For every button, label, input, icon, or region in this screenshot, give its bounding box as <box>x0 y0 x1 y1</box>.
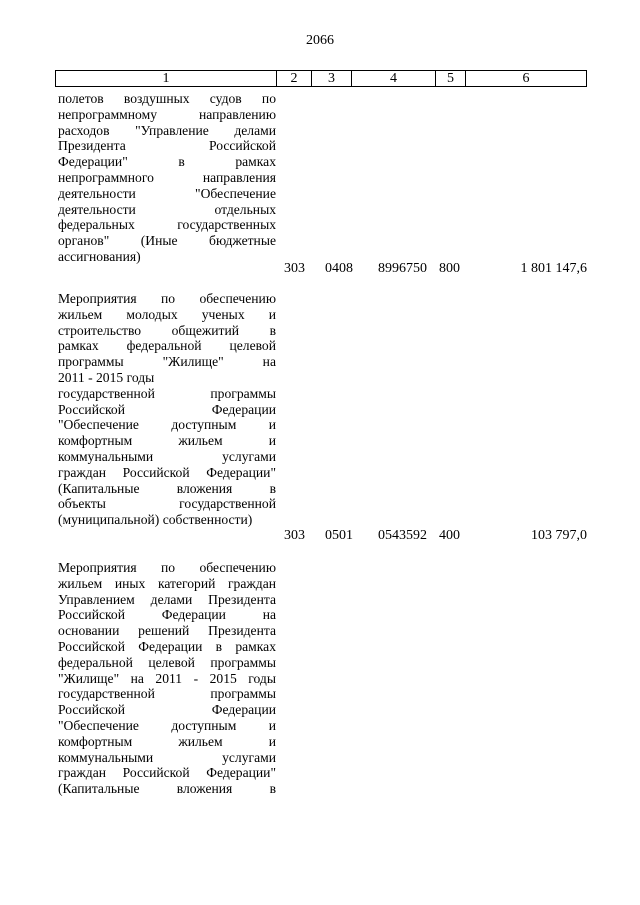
description-line: Мероприятия по обеспечению <box>58 560 276 575</box>
expense-type-code: 400 <box>439 528 460 543</box>
description-line: 2011 - 2015 годы <box>58 369 155 385</box>
description-line: органов" (Иные бюджетные <box>58 233 276 249</box>
table-row-entry-3 <box>58 560 589 797</box>
description-line: "Обеспечение доступным и <box>58 417 276 433</box>
description-line: комфортным жильем и <box>58 433 276 449</box>
description-line: граждан Российской Федерации" <box>58 765 276 781</box>
column-header-2: 2 <box>277 71 312 87</box>
description-line: Управлением делами Президента <box>58 591 276 607</box>
description-line: государственной программы <box>58 385 276 401</box>
description-line: федеральной целевой программы <box>58 654 276 670</box>
amount-value: 103 797,0 <box>531 528 587 543</box>
description-line: Российской Федерации <box>58 401 276 417</box>
description-line: (Капитальные вложения в <box>58 781 276 797</box>
description-line: Российской Федерации в рамках <box>58 638 276 654</box>
ministry-code: 303 <box>284 528 305 543</box>
table-row-entry-2 <box>58 291 589 543</box>
description-line: полетов воздушных судов по <box>58 91 276 106</box>
description-line: "Обеспечение доступным и <box>58 717 276 733</box>
description-line: Мероприятия по обеспечению <box>58 291 276 306</box>
row-description <box>58 91 276 265</box>
description-line: (Капитальные вложения в <box>58 480 276 496</box>
description-line: жильем иных категорий граждан <box>58 575 276 591</box>
amount-value: 1 801 147,6 <box>520 261 587 276</box>
description-line: комфортным жильем и <box>58 733 276 749</box>
target-article-code: 0543592 <box>378 528 427 543</box>
column-header-4: 4 <box>352 71 436 87</box>
description-line: непрограммного направления <box>58 169 276 185</box>
description-line: объекты государственной <box>58 496 276 512</box>
column-header-3: 3 <box>312 71 352 87</box>
description-line: коммунальными услугами <box>58 448 276 464</box>
row-description <box>58 560 276 797</box>
description-line: программы "Жилище" на <box>58 354 276 370</box>
description-line: ассигнования) <box>58 248 141 264</box>
description-line: расходов "Управление делами <box>58 122 276 138</box>
column-header-row <box>55 70 587 87</box>
description-line: (муниципальной) собственности) <box>58 512 253 528</box>
description-line: жильем молодых ученых и <box>58 306 276 322</box>
table-row-entry-1 <box>58 91 589 276</box>
description-line: коммунальными услугами <box>58 749 276 765</box>
description-line: строительство общежитий в <box>58 322 276 338</box>
column-header-1: 1 <box>56 71 277 87</box>
description-line: непрограммному направлению <box>58 106 276 122</box>
description-line: Федерации" в рамках <box>58 154 276 170</box>
description-line: основании решений Президента <box>58 623 276 639</box>
section-code: 0408 <box>325 261 353 276</box>
description-line: деятельности "Обеспечение <box>58 185 276 201</box>
section-code: 0501 <box>325 528 353 543</box>
target-article-code: 8996750 <box>378 261 427 276</box>
column-header-6: 6 <box>466 71 587 87</box>
column-header-5: 5 <box>436 71 466 87</box>
description-line: Президента Российской <box>58 138 276 154</box>
ministry-code: 303 <box>284 261 305 276</box>
description-line: граждан Российской Федерации" <box>58 464 276 480</box>
description-line: Российской Федерации <box>58 702 276 718</box>
description-line: Российской Федерации на <box>58 607 276 623</box>
description-line: федеральных государственных <box>58 217 276 233</box>
expense-type-code: 800 <box>439 261 460 276</box>
description-line: деятельности отдельных <box>58 201 276 217</box>
row-description <box>58 291 276 528</box>
description-line: "Жилище" на 2011 - 2015 годы <box>58 670 276 686</box>
page-number: 2066 <box>306 33 334 48</box>
description-line: рамках федеральной целевой <box>58 338 276 354</box>
description-line: государственной программы <box>58 686 276 702</box>
